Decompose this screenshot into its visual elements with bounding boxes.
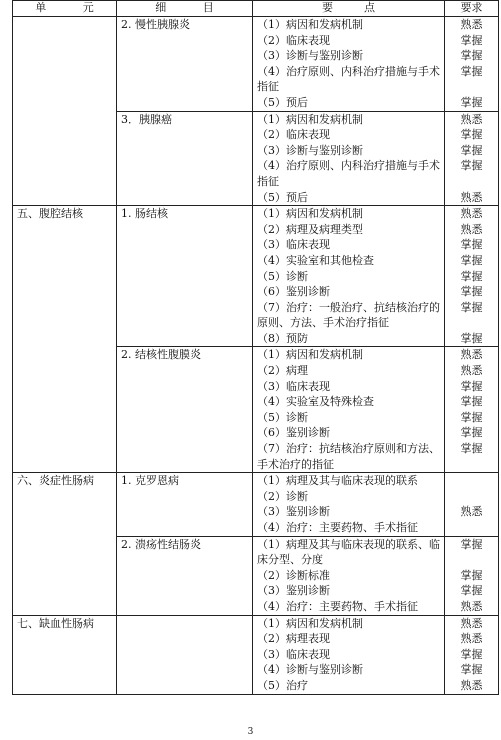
requirement-value (449, 79, 494, 95)
point-item: （4）治疗原则、内科治疗措施与手术指征 (257, 64, 440, 94)
point-item: （1）病理及其与临床表现的联系、临床分型、分度 (257, 537, 440, 567)
points-cell (253, 347, 445, 473)
requirement-value: 掌握 (460, 647, 483, 661)
requirement-value: 掌握 (460, 269, 483, 283)
point-item: （3）临床表现 (257, 647, 330, 661)
points-cell (253, 17, 445, 112)
point-item: （3）诊断与鉴别诊断 (257, 143, 363, 157)
unit-cell (13, 17, 117, 206)
point-item: （5）预后 (257, 95, 308, 109)
requirement-cell (445, 473, 499, 536)
requirement-cell (445, 536, 499, 615)
point-item: （7）治疗：一般治疗、抗结核治疗的原则、方法、手术治疗指征 (257, 300, 440, 330)
requirement-value: 熟悉 (460, 364, 483, 378)
header-points: 要 点 (253, 1, 445, 17)
point-item: （5）诊断 (257, 269, 308, 283)
point-item: （4）诊断与鉴别诊断 (257, 663, 363, 677)
requirement-value: 掌握 (460, 253, 483, 267)
requirement-value (449, 457, 494, 473)
requirement-value (449, 552, 494, 568)
point-item: （8）预防 (257, 331, 308, 345)
point-item: （4）实验室和其他检查 (257, 253, 374, 267)
table-row (13, 615, 499, 694)
requirement-value: 掌握 (460, 663, 483, 677)
requirement-value: 熟悉 (460, 616, 483, 630)
point-item: （5）诊断 (257, 410, 308, 424)
point-item: （2）病理 (257, 364, 308, 378)
requirement-value: 熟悉 (460, 207, 483, 221)
detail-cell: 2. 溃疡性结肠炎 (117, 536, 253, 615)
detail-cell: 1. 克罗恩病 (117, 473, 253, 536)
points-cell (253, 536, 445, 615)
requirement-value: 掌握 (460, 331, 483, 345)
point-item: （3）诊断与鉴别诊断 (257, 49, 363, 63)
requirement-value (449, 473, 494, 489)
detail-cell: 2. 慢性胰腺炎 (117, 17, 253, 112)
points-cell (253, 473, 445, 536)
requirement-value (449, 174, 494, 190)
point-item: （5）治疗 (257, 678, 308, 692)
header-row (13, 1, 499, 17)
requirement-cell (445, 347, 499, 473)
point-item: （6）鉴别诊断 (257, 426, 330, 440)
point-item: （4）治疗原则、内科治疗措施与手术指征 (257, 159, 440, 188)
point-item: （2）诊断标准 (257, 568, 330, 582)
detail-cell: 1. 肠结核 (117, 206, 253, 347)
requirement-value: 掌握 (460, 285, 483, 299)
point-item: （1）病因和发病机制 (257, 207, 363, 221)
requirement-value (449, 315, 494, 331)
requirement-value: 熟悉 (460, 678, 483, 692)
requirement-value: 掌握 (460, 143, 483, 157)
requirement-value: 掌握 (460, 568, 483, 582)
table-row (13, 473, 499, 536)
requirement-value: 熟悉 (460, 18, 483, 31)
requirement-value (449, 520, 494, 536)
point-item: （4）治疗：主要药物、手术指征 (257, 521, 418, 534)
requirement-cell (445, 206, 499, 347)
requirement-value: 掌握 (460, 584, 483, 598)
requirement-value: 熟悉 (460, 348, 483, 362)
point-item: （4）治疗：主要药物、手术指征 (257, 599, 418, 613)
point-item: （3）临床表现 (257, 379, 330, 393)
unit-cell: 五、腹腔结核 (13, 206, 117, 473)
requirement-value: 熟悉 (460, 505, 483, 519)
points-cell (253, 615, 445, 694)
syllabus-table (12, 0, 499, 695)
requirement-cell (445, 615, 499, 694)
requirement-value: 熟悉 (460, 112, 483, 126)
requirement-value: 掌握 (460, 395, 483, 409)
requirement-value: 掌握 (460, 64, 483, 78)
requirement-value: 掌握 (460, 426, 483, 440)
point-item: （1）病因和发病机制 (257, 18, 363, 31)
header-requirement: 要求 (445, 1, 499, 17)
point-item: （4）实验室及特殊检查 (257, 395, 374, 409)
requirement-value: 掌握 (460, 49, 483, 63)
point-item: （2）病理表现 (257, 632, 330, 646)
point-item: （5）预后 (257, 190, 308, 204)
requirement-value: 掌握 (460, 410, 483, 424)
requirement-value: 熟悉 (460, 222, 483, 236)
table-row (13, 17, 499, 112)
point-item: （3）鉴别诊断 (257, 584, 330, 598)
point-item: （7）治疗：抗结核治疗原则和方法、手术治疗的指征 (257, 442, 440, 471)
points-cell (253, 111, 445, 206)
requirement-cell (445, 111, 499, 206)
requirement-value: 熟悉 (460, 632, 483, 646)
page-number: 3 (247, 727, 254, 737)
point-item: （2）病理及病理类型 (257, 222, 363, 236)
requirement-value: 掌握 (460, 537, 483, 551)
unit-cell: 七、缺血性肠病 (13, 615, 117, 694)
header-unit: 单 元 (13, 1, 117, 17)
point-item: （1）病理及其与临床表现的联系 (257, 474, 418, 488)
detail-cell: 3．胰腺癌 (117, 111, 253, 206)
requirement-value: 掌握 (460, 442, 483, 456)
requirement-value: 掌握 (460, 128, 483, 142)
requirement-value: 掌握 (460, 300, 483, 314)
detail-cell (117, 615, 253, 694)
table-row (13, 206, 499, 347)
point-item: （2）临床表现 (257, 33, 330, 47)
requirement-value: 掌握 (460, 95, 483, 109)
point-item: （1）病因和发病机制 (257, 112, 363, 126)
unit-cell: 六、炎症性肠病 (13, 473, 117, 615)
point-item: （2）临床表现 (257, 128, 330, 142)
point-item: （2）诊断 (257, 489, 308, 503)
requirement-value (449, 489, 494, 505)
requirement-value: 掌握 (460, 379, 483, 393)
requirement-value: 熟悉 (460, 599, 483, 613)
point-item: （6）鉴别诊断 (257, 285, 330, 299)
point-item: （1）病因和发病机制 (257, 348, 363, 362)
points-cell (253, 206, 445, 347)
point-item: （3）鉴别诊断 (257, 505, 330, 519)
requirement-value: 掌握 (460, 33, 483, 47)
point-item: （3）临床表现 (257, 238, 330, 252)
header-detail: 细 目 (117, 1, 253, 17)
requirement-value: 掌握 (460, 238, 483, 252)
point-item: （1）病因和发病机制 (257, 616, 363, 630)
requirement-value: 熟悉 (460, 190, 483, 204)
detail-cell: 2. 结核性腹膜炎 (117, 347, 253, 473)
requirement-cell (445, 17, 499, 112)
requirement-value: 掌握 (460, 159, 483, 173)
